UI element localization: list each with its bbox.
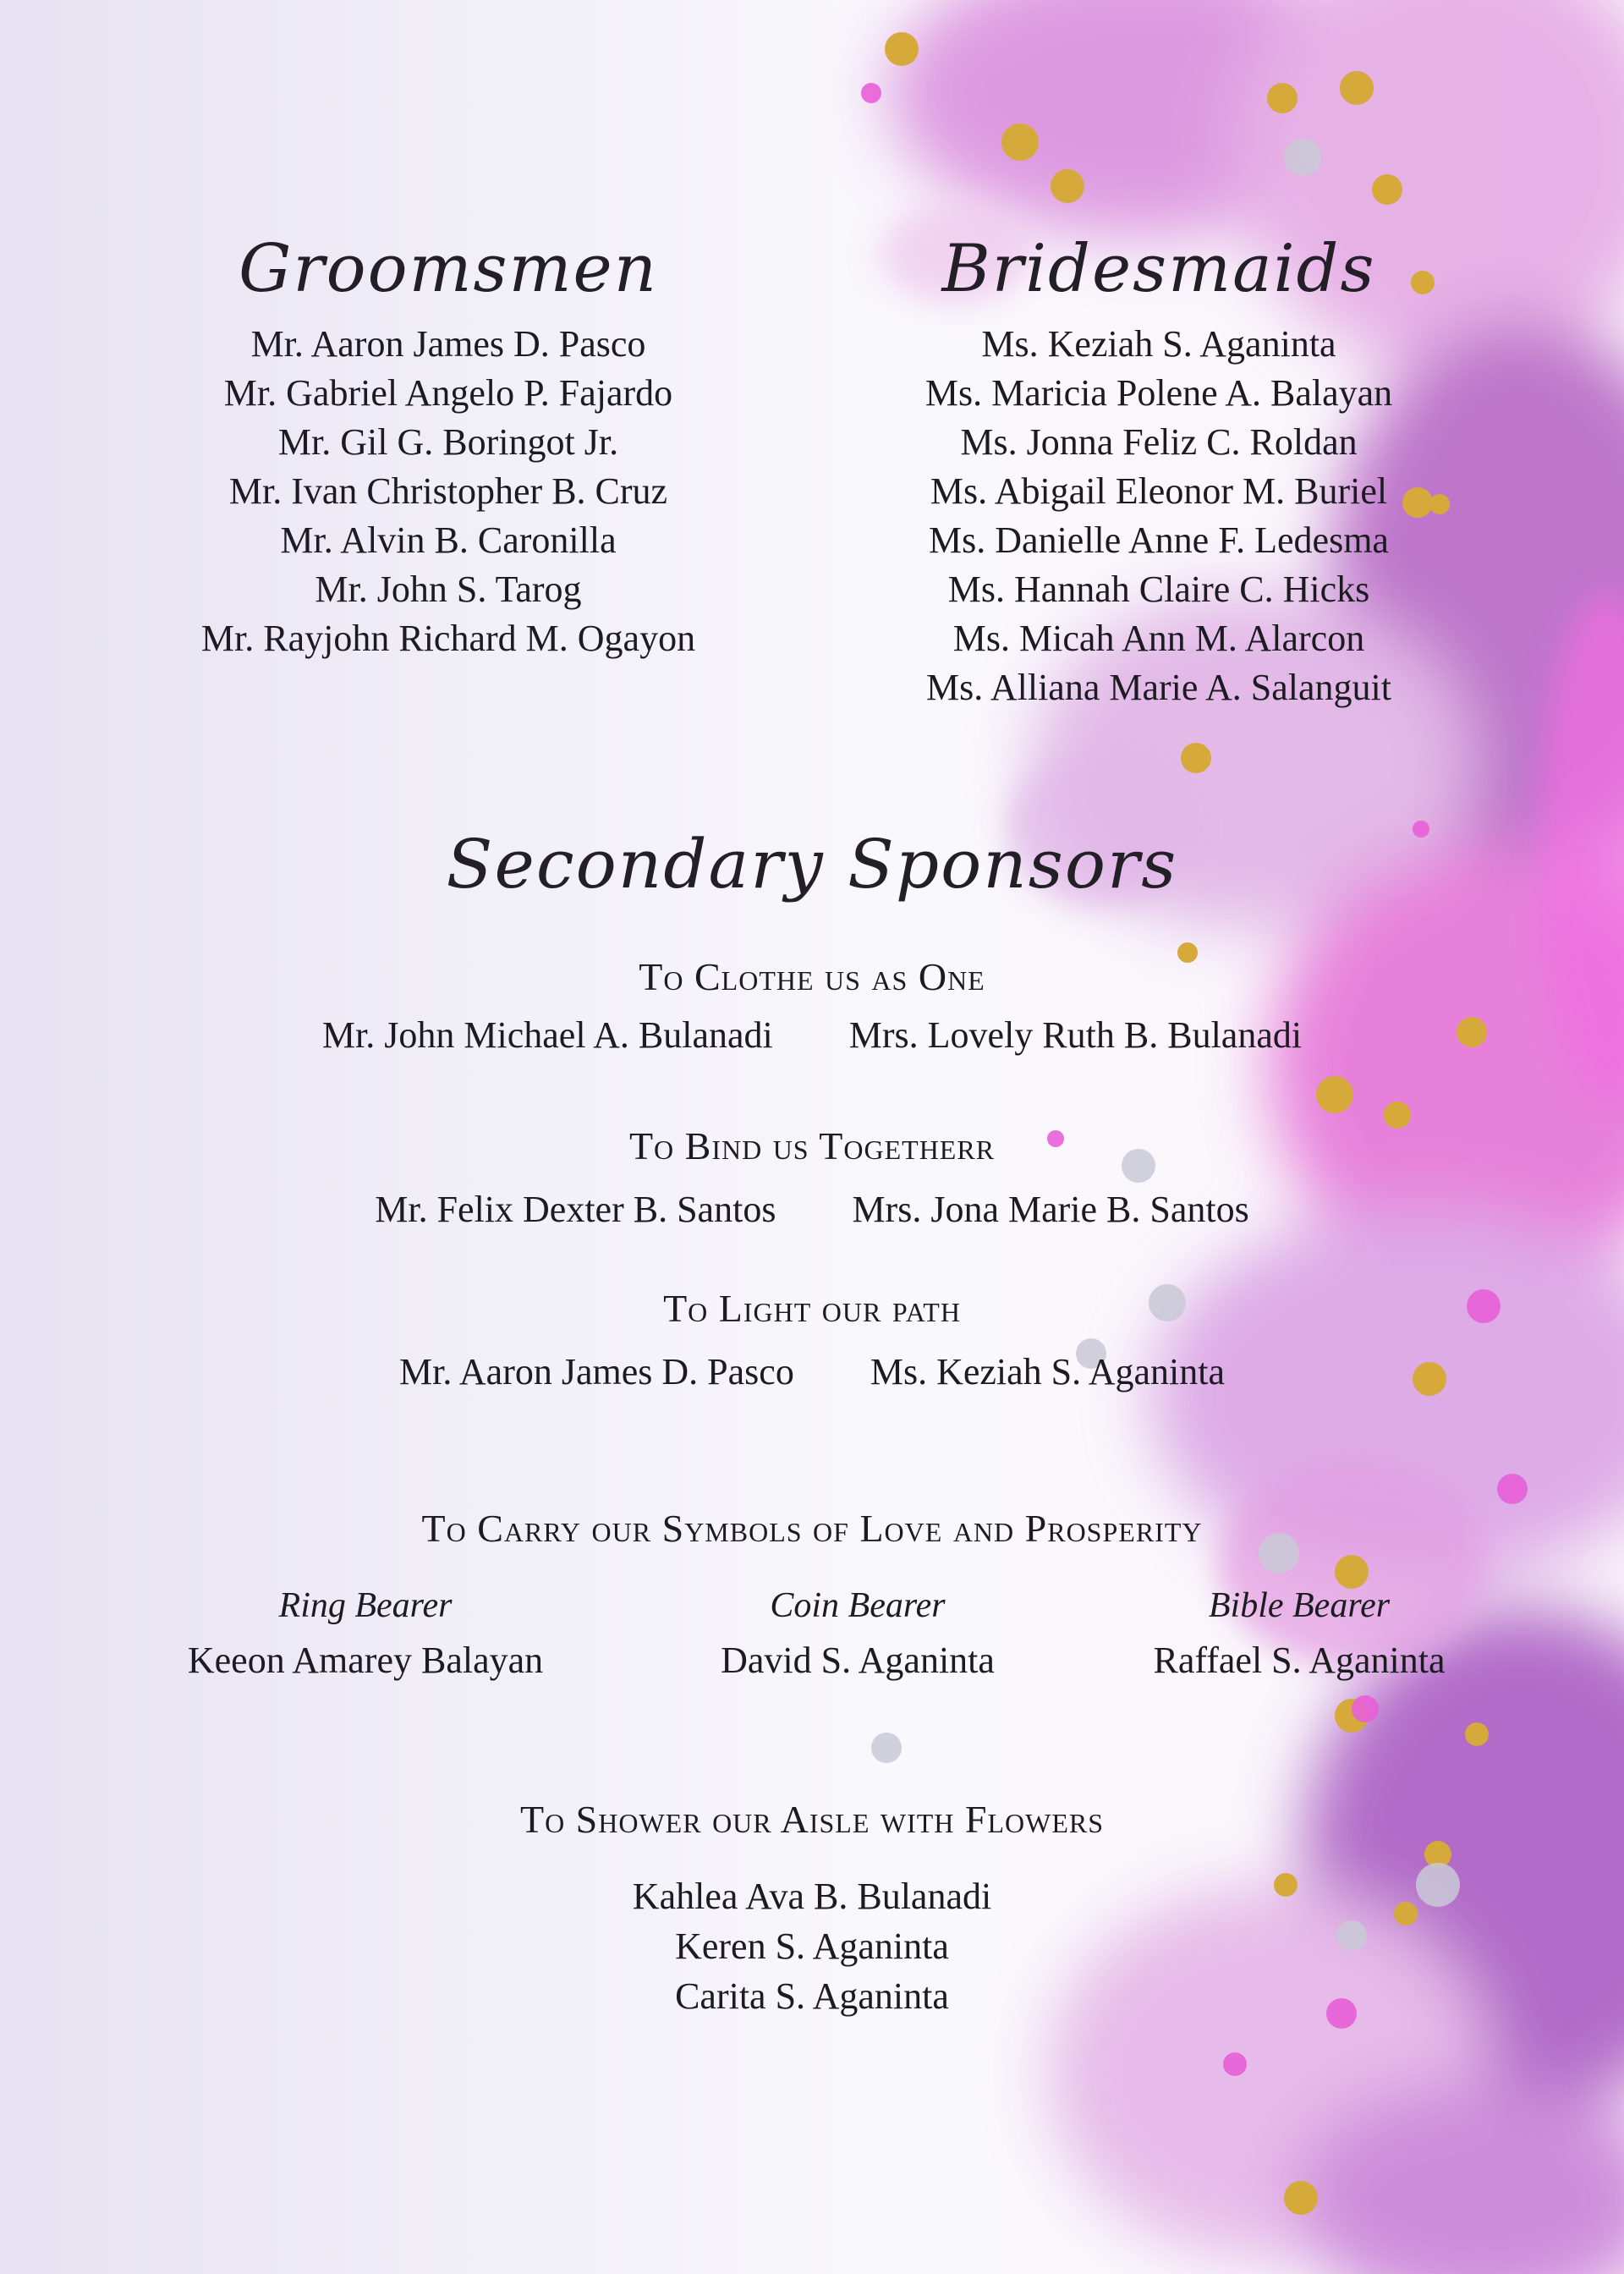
groomsmen-list [127, 320, 770, 663]
sponsor-name: Mrs. Jona Marie B. Santos [852, 1189, 1249, 1230]
bearer-name: Raffael S. Aganinta [1153, 1640, 1446, 1681]
flower-girls-list [0, 1871, 1624, 2021]
bearer-role: Bible Bearer [1208, 1586, 1391, 1625]
sponsor-pair [0, 1013, 1624, 1057]
flowers-heading: To Shower our Aisle with Flowers [519, 1798, 1105, 1841]
list-item: Ms. Keziah S. Aganinta [981, 323, 1336, 365]
group-heading: To Light our path [663, 1287, 961, 1330]
list-item: Kahlea Ava B. Bulanadi [632, 1876, 992, 1917]
sponsor-pair [0, 1188, 1624, 1231]
bridesmaids-section [846, 227, 1472, 712]
sponsor-name: Mr. Felix Dexter B. Santos [375, 1189, 776, 1230]
ring-bearer [129, 1580, 602, 1690]
list-item: Mr. Rayjohn Richard M. Ogayon [200, 618, 696, 659]
list-item: Mr. Gabriel Angelo P. Fajardo [223, 372, 673, 414]
list-item: Ms. Danielle Anne F. Ledesma [929, 519, 1389, 561]
sponsor-name: Mrs. Lovely Ruth B. Bulanadi [848, 1014, 1303, 1056]
bearer-name: David S. Aganinta [721, 1640, 995, 1681]
secondary-sponsors-title: Secondary Sponsors [446, 825, 1178, 904]
list-item: Mr. Ivan Christopher B. Cruz [228, 470, 668, 512]
list-item: Ms. Abigail Eleonor M. Buriel [930, 470, 1388, 512]
list-item: Ms. Maricia Polene A. Balayan [924, 372, 1393, 414]
bearer-name: Keeon Amarey Balayan [187, 1640, 544, 1681]
groomsmen-section [127, 227, 770, 663]
list-item: Mr. Gil G. Boringot Jr. [277, 421, 619, 463]
list-item: Ms. Alliana Marie A. Salanguit [926, 667, 1391, 708]
group-heading: To Bind us Togetherr [628, 1124, 996, 1167]
group-heading: To Clothe us as One [639, 955, 985, 998]
sponsor-pair [0, 1350, 1624, 1393]
list-item: Ms. Jonna Feliz C. Roldan [960, 421, 1358, 463]
bearer-role: Coin Bearer [770, 1586, 946, 1625]
bearer-role: Ring Bearer [278, 1586, 453, 1625]
sponsor-name: Mr. John Michael A. Bulanadi [321, 1014, 773, 1056]
symbols-heading: To Carry our Symbols of Love and Prosperity [421, 1507, 1203, 1550]
sponsor-name: Mr. Aaron James D. Pasco [398, 1351, 794, 1392]
list-item: Ms. Micah Ann M. Alarcon [952, 618, 1365, 659]
list-item: Carita S. Aganinta [675, 1975, 949, 2017]
coin-bearer [621, 1580, 1095, 1690]
groomsmen-title: Groomsmen [239, 231, 658, 307]
bible-bearer [1062, 1580, 1536, 1690]
list-item: Ms. Hannah Claire C. Hicks [947, 568, 1370, 610]
bridesmaids-title: Bridesmaids [941, 231, 1376, 307]
list-item: Mr. Alvin B. Caronilla [280, 519, 617, 561]
list-item: Mr. Aaron James D. Pasco [250, 323, 646, 365]
bridesmaids-list [846, 320, 1472, 712]
list-item: Mr. John S. Tarog [315, 568, 582, 610]
sponsor-name: Ms. Keziah S. Aganinta [870, 1351, 1225, 1392]
list-item: Keren S. Aganinta [675, 1925, 949, 1967]
